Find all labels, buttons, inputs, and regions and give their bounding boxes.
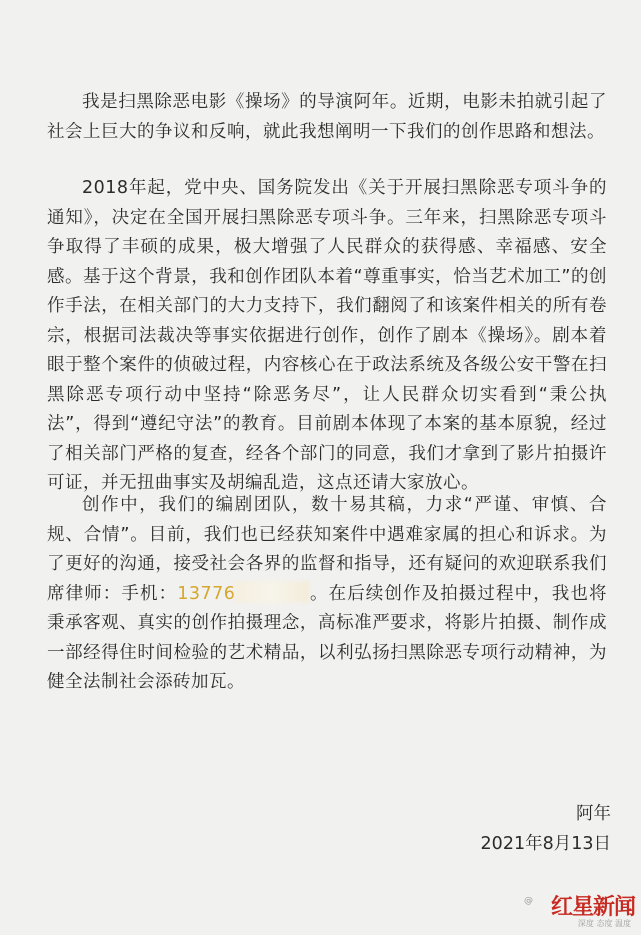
- watermark-at: @: [524, 896, 533, 906]
- phone-number: 13776: [177, 583, 236, 604]
- paragraph-creation: [47, 491, 607, 698]
- watermark-slogan: 深度 态度 温度: [577, 919, 631, 928]
- watermark-logo: 红星新闻: [550, 894, 635, 920]
- signature: 阿年: [576, 804, 611, 824]
- paragraph-background: 2018年起，党中央、国务院发出《关于开展扫黑除恶专项斗争的通知》，决定在全国开展扫黑除恶专项斗争。三年来，扫黑除恶专项斗争取得了丰硕的成果，极大增强了人民群众的获得感、幸福感、安全感。基于这个背景，我和创作团队本着“尊重事实，恰当艺术加工”的创作手法，在相关部门的大力支持下，我们翻阅了和该案件相关的所有卷宗，根据司法裁决等事实依据进行创作，创作了剧本《操场》。剧本着眼于整个案件的侦破过程，内容核心在于政法系统及各级公安干警在扫黑除恶专项行动中坚持“除恶务尽”，让人民群众切实看到“秉公执法”，得到“遵纪守法”的教育。目前剧本体现了本案的基本原貌，经过了相关部门严格的复查，经各个部门的同意，我们才拿到了影片拍摄许可证，并无扭曲事实及胡编乱造，这点还请大家放心。: [47, 178, 607, 493]
- paragraph-intro: 我是扫黑除恶电影《操场》的导演阿年。近期，电影未拍就引起了社会上巨大的争议和反响，就此我想阐明一下我们的创作思路和想法。: [47, 92, 607, 142]
- paragraph-creation-text-2: 。在后续创作及拍摄过程中，我也将秉承客观、真实的创作拍摄理念，高标准严要求，将影片拍摄、制作成一部经得住时间检验的艺术精品，以利弘扬扫黑除恶专项行动精神，为健全法制社会添砖加瓦。: [47, 583, 608, 692]
- letter-date: 2021年8月13日: [480, 834, 611, 854]
- paragraph-creation-text: 创作中，我们的编剧团队，数十易其稿，力求“严谨、审慎、合规、合情”。目前，我们也已经获知案件中遇难家属的担心和诉求。为了更好的沟通，接受社会各界的监督和指导，还有疑问的欢迎联系我们席律师：手机：: [47, 495, 607, 604]
- watermark: [531, 890, 635, 934]
- phone-redaction: [235, 581, 309, 603]
